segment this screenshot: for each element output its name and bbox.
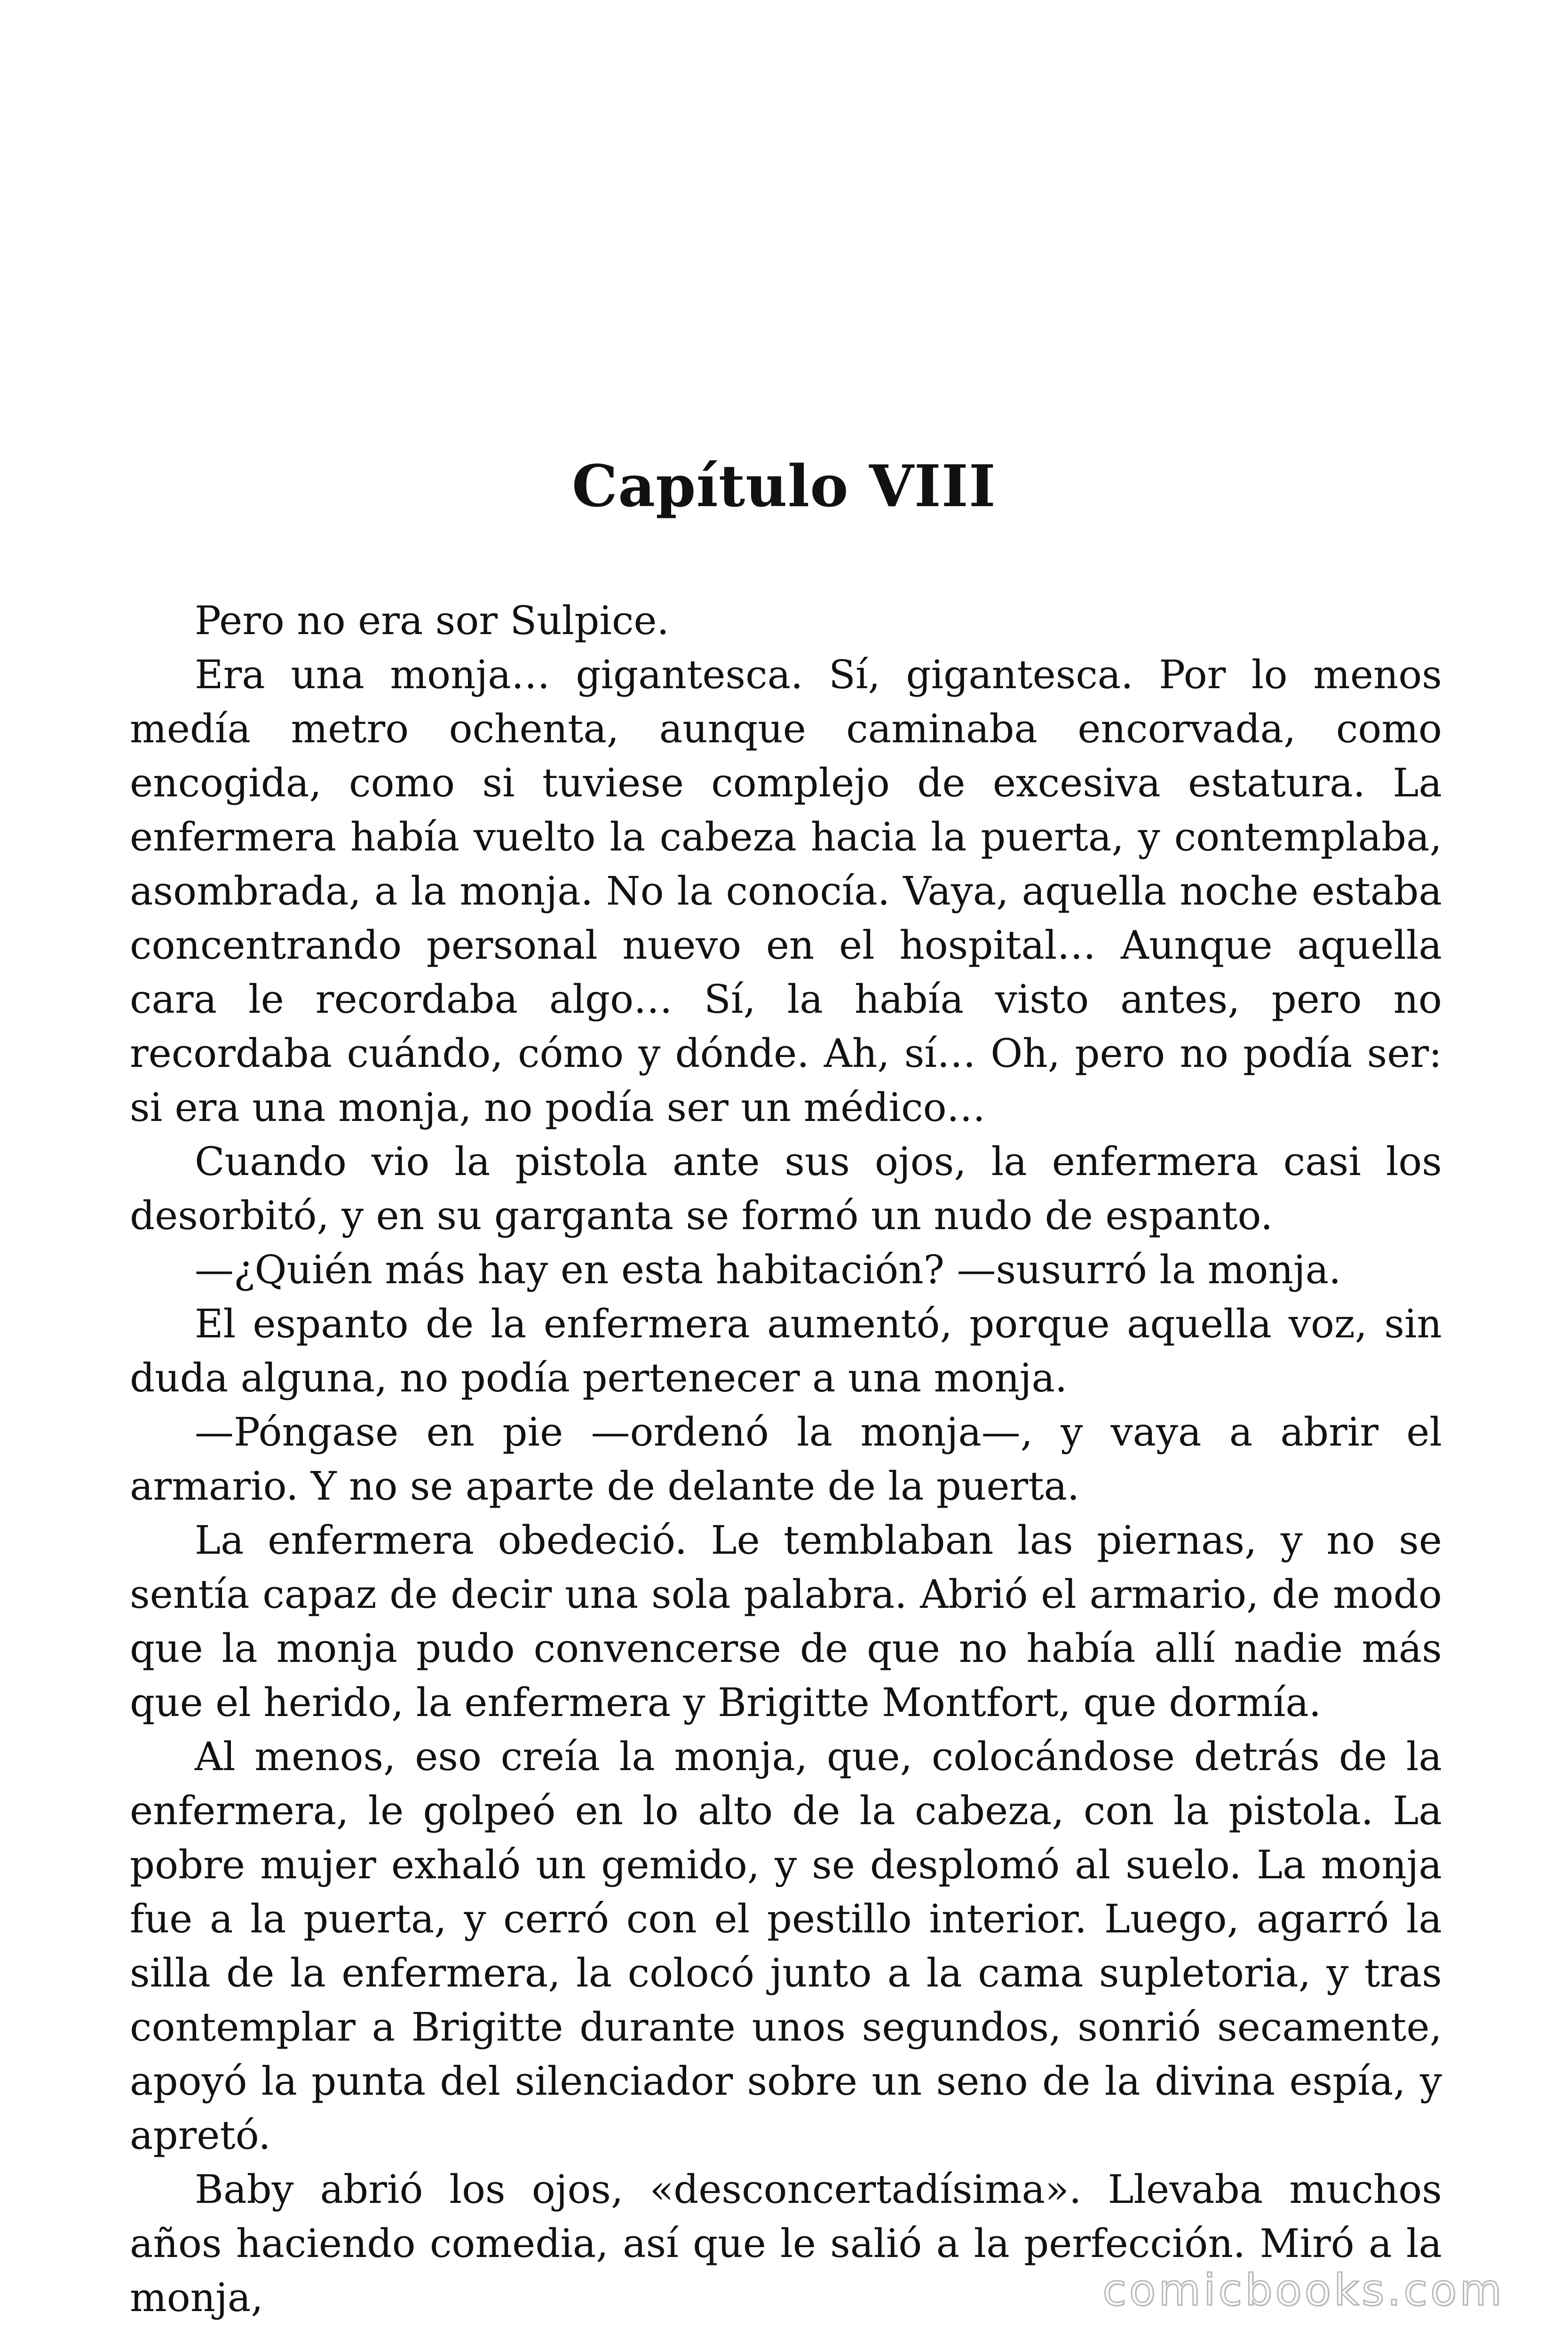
paragraph: Al menos, eso creía la monja, que, colocándose detrás de la enfermera, le golpeó en lo alto de la cabeza, con la pistola. La pobre mujer exhaló un gemido, y se desplomó al suelo. La monja fue a la puerta, y cerró con el pestillo interior. Luego, agarró la silla de la enfermera, la colocó junto a la cama supletoria, y tras contemplar a Brigitte durante unos segundos, sonrió secamente, apoyó la punta del silenciador sobre un seno de la divina espía, y apretó. (130, 1734, 1442, 2158)
paragraph: El espanto de la enfermera aumentó, porque aquella voz, sin duda alguna, no podía pertenecer a una monja. (130, 1301, 1442, 1401)
paragraph: Cuando vio la pistola ante sus ojos, la enfermera casi los desorbitó, y en su garganta se formó un nudo de espanto. (130, 1139, 1442, 1239)
paragraph: Era una monja… gigantesca. Sí, gigantesca. Por lo menos medía metro ochenta, aunque caminaba encorvada, como encogida, como si tuviese complejo de excesiva estatura. La enfermera había vuelto la cabeza hacia la puerta, y contemplaba, asombrada, a la monja. No la conocía. Vaya, aquella noche estaba concentrando personal nuevo en el hospital… Aunque aquella cara le recordaba algo… Sí, la había visto antes, pero no recordaba cuándo, cómo y dónde. Ah, sí… Oh, pero no podía ser: si era una monja, no podía ser un médico… (130, 652, 1442, 1130)
paragraph: Pero no era sor Sulpice. (195, 598, 669, 644)
paragraph-continued: Baby abrió los ojos, «desconcertadísima». Llevaba muchos años haciendo comedia, así que le salió a la perfección. Miró a la monja, (130, 2167, 1442, 2320)
paragraph: —¿Quién más hay en esta habitación? —susurró la monja. (195, 1247, 1341, 1293)
paragraph: —Póngase en pie —ordenó la monja—, y vaya a abrir el armario. Y no se aparte de delante de la puerta. (130, 1409, 1442, 1509)
paragraph: La enfermera obedeció. Le temblaban las piernas, y no se sentía capaz de decir una sola palabra. Abrió el armario, de modo que la monja pudo convencerse de que no había allí nadie más que el herido, la enfermera y Brigitte Montfort, que dormía. (130, 1518, 1442, 1725)
chapter-body (130, 594, 1442, 2325)
chapter-title: Capítulo VIII (572, 452, 996, 520)
site-watermark: comicbooks.com (1102, 2265, 1505, 2315)
